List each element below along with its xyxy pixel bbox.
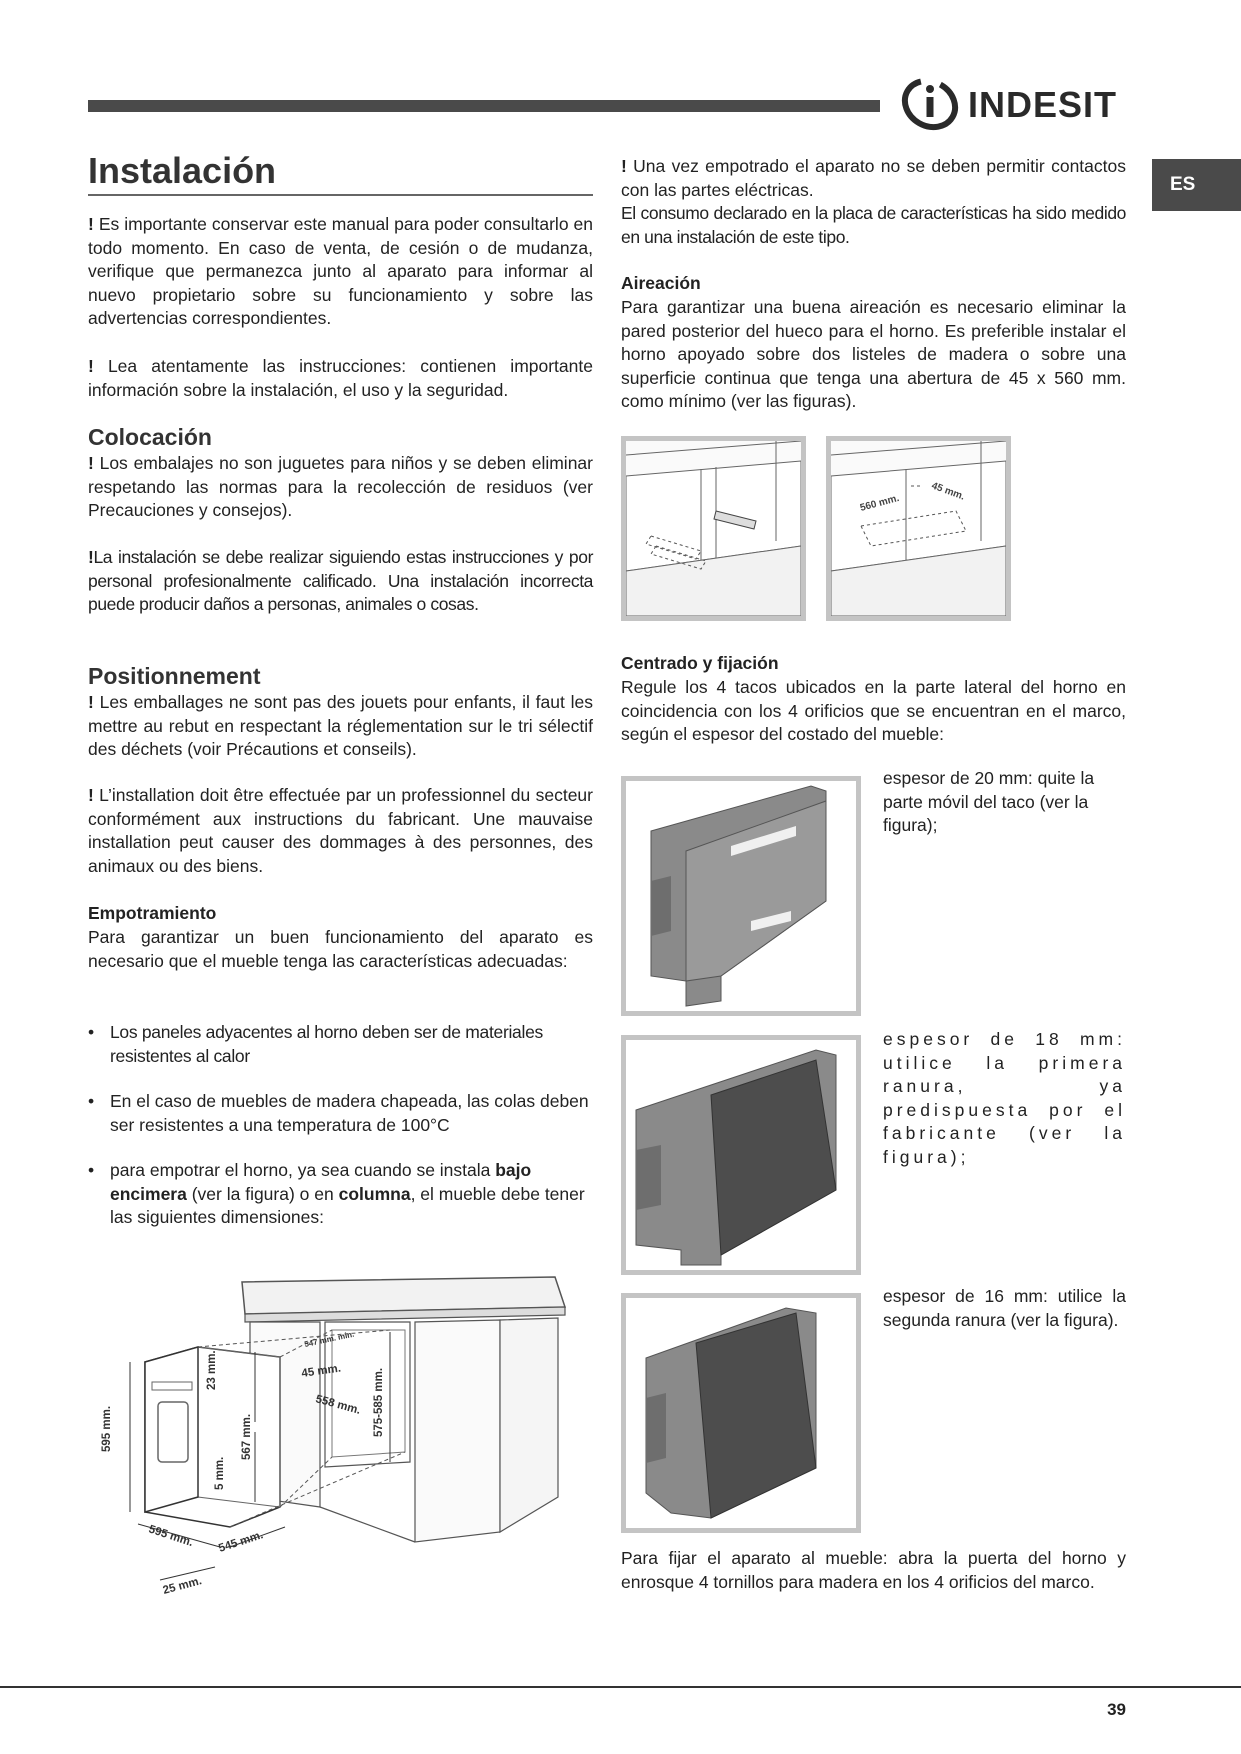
empotramiento-paragraph: Para garantizar un buen funcionamiento del aparato es necesario que el mueble tenga las características adecuadas: (88, 927, 593, 971)
installation-dimensions-diagram (100, 1262, 575, 1607)
intro-paragraph-1: ! Es importante conservar este manual para poder consultarlo en todo momento. En caso de venta, de cesión o de mudanza, verifique que permanezca junto al aparato para informar al nuevo propietario sobre su funcionamiento y sobre las advertencias correspondientes. (88, 214, 594, 328)
fig-label-560: 560 mm. (858, 492, 901, 514)
intro-paragraph-2: ! Lea atentamente las instrucciones: contienen importante información sobre la instalación, el uso y la seguridad. (88, 356, 593, 400)
footer-rule (0, 1686, 1241, 1688)
colocacion-paragraph-1: ! Los embalajes no son juguetes para niños y se deben eliminar respetando las normas para la recolección de residuos (ver Precauciones y consejos). (88, 453, 593, 520)
dim-label-45: 45 mm. (300, 1362, 342, 1380)
dim-label-558: 558 mm. (314, 1393, 362, 1417)
page-title-block (88, 150, 593, 196)
contact-paragraph: ! Una vez empotrado el aparato no se deben permitir contactos con las partes eléctricas. El consumo declarado en la placa de características ha sido medido en una instalación de este tipo. (621, 156, 1126, 247)
bracket-figure-18mm (621, 1035, 861, 1275)
fijar-paragraph: Para fijar el aparato al mueble: abra la puerta del horno y enrosque 4 tornillos para madera en los 4 orificios del marco. (621, 1548, 1126, 1592)
page-number: 39 (1107, 1700, 1126, 1719)
section-title-positionnement: Positionnement (88, 663, 261, 689)
list-item: • para empotrar el horno, ya sea cuando se instala bajo encimera (ver la figura) o en columna, el mueble debe tener las siguientes dimensiones: (88, 1159, 593, 1230)
espesor-16-text: espesor de 16 mm: utilice la segunda ranura (ver la figura). (883, 1286, 1126, 1330)
dim-label-595-height: 595 mm. (101, 1405, 113, 1452)
bracket-figure-20mm (621, 776, 861, 1016)
bracket-figure-16mm (621, 1293, 861, 1533)
brand-mark-icon (900, 74, 970, 134)
language-tab: ES (1152, 159, 1241, 211)
section-title-empotramiento: Empotramiento (88, 903, 217, 923)
list-item: • Los paneles adyacentes al horno deben ser de materiales resistentes al calor (88, 1021, 593, 1068)
list-item: • En el caso de muebles de madera chapeada, las colas deben ser resistentes a una temperatura de 100°C (88, 1090, 593, 1137)
espesor-18-text: espesor de 18 mm: utilice la primera ranura, ya predispuesta por el fabricante (ver la figura); (883, 1029, 1126, 1167)
section-title-colocacion: Colocación (88, 424, 212, 450)
centrado-paragraph: Regule los 4 tacos ubicados en la parte lateral del horno en coincidencia con los 4 orificios que se encuentran en el marco, según el espesor del costado del mueble: (621, 677, 1126, 744)
ventilation-figure-slats (621, 436, 806, 621)
dim-label-23: 23 mm. (206, 1350, 218, 1390)
dim-label-547: 547 mm. min. (303, 1329, 355, 1349)
dim-label-5: 5 mm. (214, 1456, 226, 1490)
dim-label-545: 545 mm. (217, 1529, 265, 1555)
indesit-logo (900, 74, 1135, 134)
espesor-20-text: espesor de 20 mm: quite la parte móvil del taco (ver la figura); (883, 768, 1095, 835)
header-rule (88, 100, 880, 112)
title-underline (88, 194, 593, 196)
brand-name: INDESIT (968, 84, 1118, 125)
ventilation-figure-opening (826, 436, 1011, 621)
dim-label-575-585: 575-585 mm. (373, 1367, 385, 1437)
dim-label-25: 25 mm. (161, 1575, 204, 1597)
aireacion-paragraph: Para garantizar una buena aireación es necesario eliminar la pared posterior del hueco para el horno. Es preferible instalar el horno apoyado sobre dos listeles de madera o sobre una superficie continua que tenga una abertura de 45 x 560 mm. como mínimo (ver las figuras). (621, 297, 1126, 411)
dim-label-595-width: 595 mm. (147, 1523, 195, 1550)
positionnement-paragraph-1: ! Les emballages ne sont pas des jouets pour enfants, il faut les mettre au rebut en respectant la réglementation sur le tri sélectif des déchets (voir Précautions et conseils). (88, 692, 593, 759)
section-title-centrado: Centrado y fijación (621, 653, 779, 673)
page-title: Instalación (88, 150, 277, 191)
positionnement-paragraph-2: ! L’installation doit être effectuée par un professionnel du secteur conformément aux instructions du fabricant. Une mauvaise installation peut causer des dommages à des personnes, des animaux ou des biens. (88, 785, 593, 876)
section-title-aireacion: Aireación (621, 273, 701, 293)
fig-label-45: 45 mm. (929, 480, 967, 503)
dim-label-567: 567 mm. (241, 1413, 253, 1460)
colocacion-paragraph-2: !La instalación se debe realizar siguiendo estas instrucciones y por personal profesionalmente calificado. Una instalación incorrecta puede producir daños a personas, animales o cosas. (88, 547, 593, 614)
requirements-list (88, 1021, 593, 1252)
